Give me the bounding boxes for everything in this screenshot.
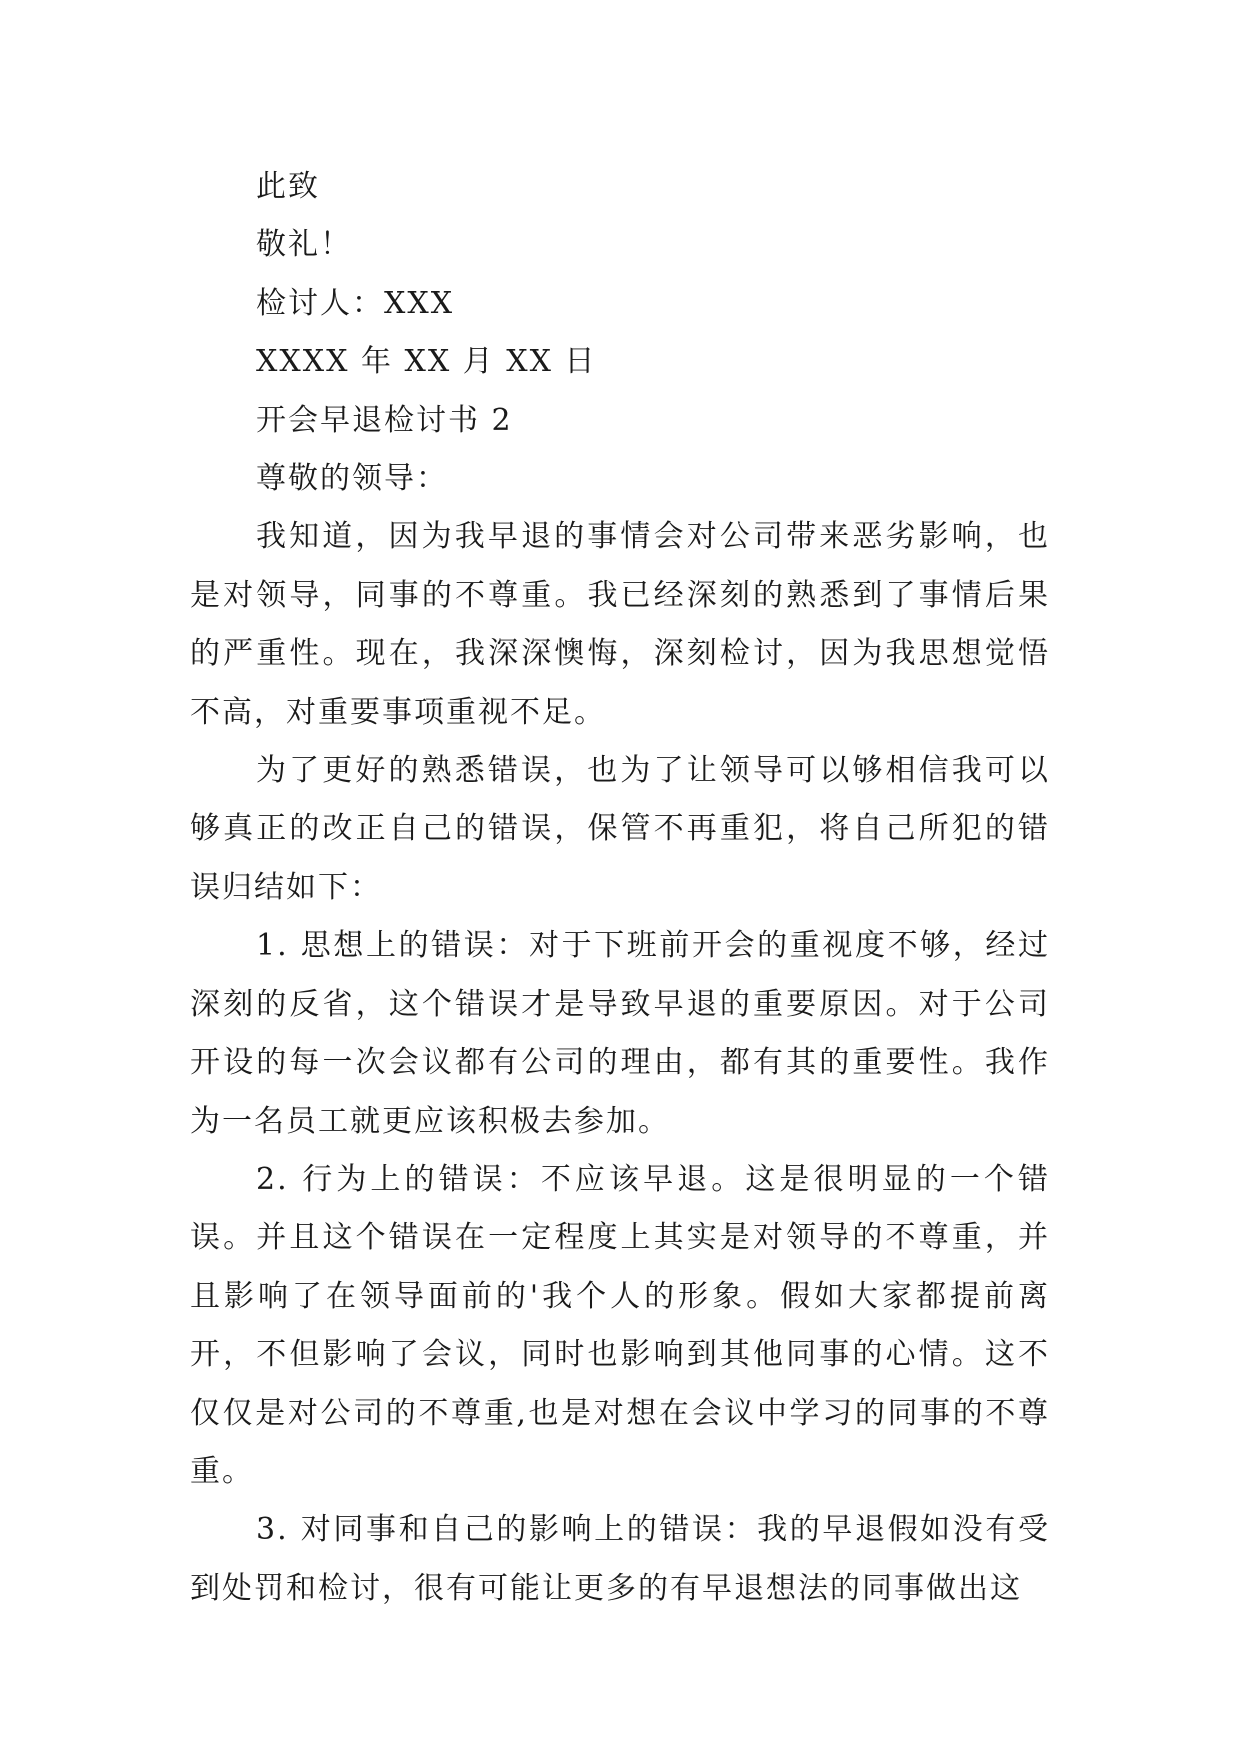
paragraph: 1. 思想上的错误：对于下班前开会的重视度不够，经过深刻的反省，这个错误才是导致早退的重要原因。对于公司开设的每一次会议都有公司的理由，都有其的重要性。我作为一名员工就更应该积极去参加。 <box>190 928 1050 1139</box>
document-heading: 开会早退检讨书 2 <box>256 402 513 438</box>
salutation-line: 尊敬的领导： <box>256 461 448 497</box>
signer-line: 检讨人：XXX <box>256 285 455 321</box>
paragraph: 我知道，因为我早退的事情会对公司带来恶劣影响，也是对领导，同事的不尊重。我已经深刻的熟悉到了事情后果的严重性。现在，我深深懊悔，深刻检讨，因为我思想觉悟不高，对重要事项重视不足。 <box>190 519 1050 730</box>
document-body <box>190 158 1050 1618</box>
date-line: XXXX 年 XX 月 XX 日 <box>256 344 597 380</box>
paragraph: 3. 对同事和自己的影响上的错误：我的早退假如没有受到处罚和检讨，很有可能让更多的有早退想法的同事做出这 <box>190 1512 1050 1606</box>
paragraph: 2. 行为上的错误：不应该早退。这是很明显的一个错误。并且这个错误在一定程度上其实是对领导的不尊重，并且影响了在领导面前的'我个人的形象。假如大家都提前离开，不但影响了会议，同时也影响到其他同事的心情。这不仅仅是对公司的不尊重,也是对想在会议中学习的同事的不尊重。 <box>190 1161 1050 1489</box>
closing-greeting: 敬礼！ <box>256 227 352 263</box>
closing-line: 此致 <box>256 169 320 204</box>
paragraph: 为了更好的熟悉错误，也为了让领导可以够相信我可以够真正的改正自己的错误，保管不再重犯，将自己所犯的错误归结如下： <box>190 753 1050 905</box>
